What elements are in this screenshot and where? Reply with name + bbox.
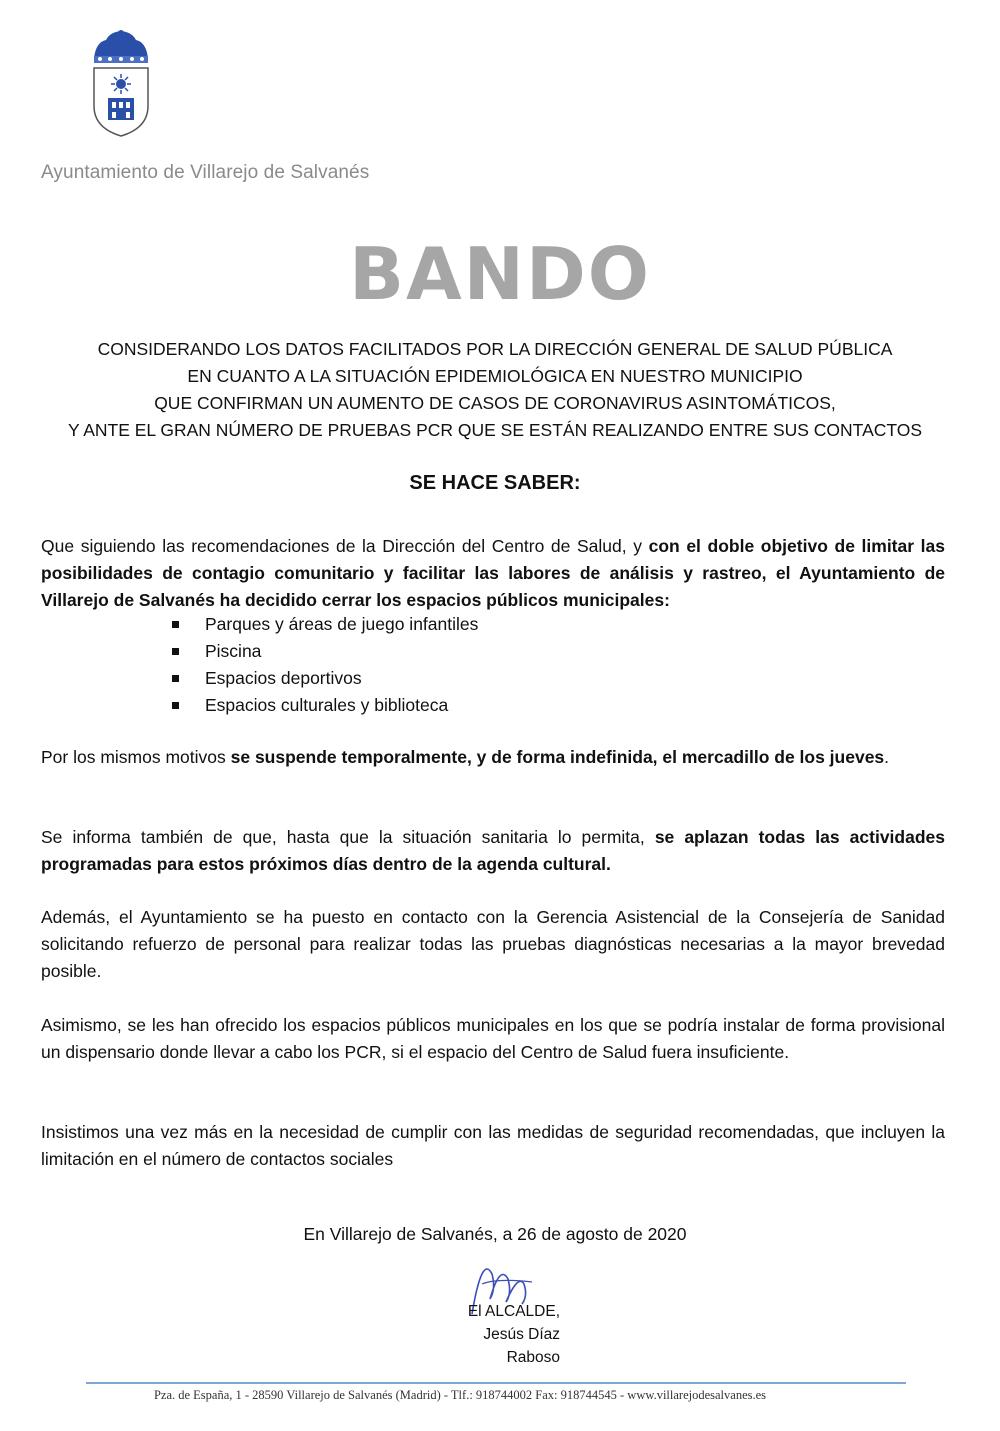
preamble-line: Y ANTE EL GRAN NÚMERO DE PRUEBAS PCR QUE SE ESTÁN REALIZANDO ENTRE SUS CONTACTOS	[67, 420, 923, 440]
preamble-line: QUE CONFIRMAN UN AUMENTO DE CASOS DE CORONAVIRUS ASINTOMÁTICOS,	[154, 393, 836, 413]
paragraph-bold-text: con el doble objetivo de limitar las posibilidades de contagio comunitario y facilitar las labores de análisis y rastreo, el Ayuntamiento de Villarejo de Salvanés ha decidido cerrar los espacios públicos municipales:	[41, 536, 945, 610]
signatory-block	[426, 1300, 560, 1369]
list-item	[172, 611, 478, 638]
list-item-label: Espacios culturales y biblioteca	[205, 695, 449, 715]
footer-contact: Pza. de España, 1 - 28590 Villarejo de Salvanés (Madrid) - Tlf.: 918744002 Fax: 918744545 - www.villarejodesalvanes.es	[153, 1388, 767, 1402]
preamble	[0, 336, 990, 444]
municipal-crest-icon	[86, 28, 156, 140]
paragraph-end: .	[884, 747, 890, 767]
document-title: BANDO	[349, 232, 651, 316]
list-item-label: Piscina	[205, 641, 262, 661]
organization-name: Ayuntamiento de Villarejo de Salvanés	[41, 162, 370, 183]
section-heading: SE HACE SABER:	[409, 472, 581, 494]
paragraph-closures	[41, 533, 945, 614]
square-bullet-icon	[172, 675, 179, 682]
paragraph-text: Por los mismos motivos	[41, 747, 231, 767]
paragraph-cultural-agenda	[41, 824, 945, 878]
square-bullet-icon	[172, 648, 179, 655]
paragraph-bold-text: se suspende temporalmente, y de forma indefinida, el mercadillo de los jueves	[230, 747, 885, 767]
preamble-line: CONSIDERANDO LOS DATOS FACILITADOS POR LA DIRECCIÓN GENERAL DE SALUD PÚBLICA	[97, 339, 893, 359]
signatory-name: Jesús Díaz Raboso	[483, 1326, 560, 1366]
paragraph-bold-text: se aplazan todas las actividades programadas para estos próximos días dentro de la agenda cultural.	[41, 827, 945, 874]
closed-spaces-list	[172, 611, 478, 719]
footer-divider	[86, 1382, 906, 1384]
list-item	[172, 692, 478, 719]
preamble-line: EN CUANTO A LA SITUACIÓN EPIDEMIOLÓGICA EN NUESTRO MUNICIPIO	[187, 366, 803, 386]
list-item	[172, 665, 478, 692]
date-line: En Villarejo de Salvanés, a 26 de agosto de 2020	[303, 1224, 687, 1244]
paragraph-dispensary: Asimismo, se les han ofrecido los espacios públicos municipales en los que se podría instalar de forma provisional un dispensario donde llevar a cabo los PCR, si el espacio del Centro de Salud fuera insuficiente.	[41, 1015, 945, 1062]
paragraph-safety-measures: Insistimos una vez más en la necesidad de cumplir con las medidas de seguridad recomendadas, que incluyen la limitación en el número de contactos sociales	[41, 1122, 945, 1169]
paragraph-market	[41, 744, 945, 771]
paragraph-text: Se informa también de que, hasta que la situación sanitaria lo permita,	[41, 827, 655, 847]
list-item-label: Parques y áreas de juego infantiles	[205, 614, 479, 634]
square-bullet-icon	[172, 621, 179, 628]
list-item	[172, 638, 478, 665]
square-bullet-icon	[172, 702, 179, 709]
list-item-label: Espacios deportivos	[205, 668, 362, 688]
paragraph-text: Que siguiendo las recomendaciones de la Dirección del Centro de Salud, y	[41, 536, 649, 556]
signatory-role: El ALCALDE,	[467, 1303, 560, 1320]
paragraph-staff-reinforcement: Además, el Ayuntamiento se ha puesto en contacto con la Gerencia Asistencial de la Consejería de Sanidad solicitando refuerzo de personal para realizar todas las pruebas diagnósticas necesarias a la mayor brevedad posible.	[41, 907, 945, 981]
